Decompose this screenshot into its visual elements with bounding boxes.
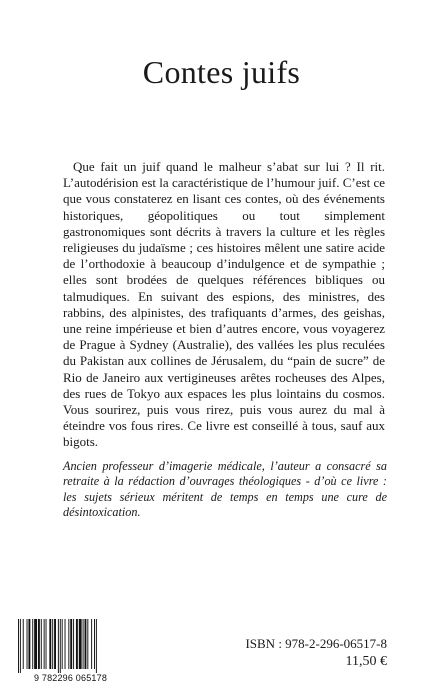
author-bio: Ancien professeur d’imagerie médicale, l’auteur a consacré sa retraite à la rédaction d’ouvrages théologiques - d’où ce livre : les sujets sérieux méritent de temps en temps une cure de désintoxication. — [63, 459, 387, 520]
isbn-label: ISBN : 978-2-296-06517-8 — [245, 636, 387, 651]
barcode-bars-icon — [15, 617, 126, 673]
barcode-digits: 9 782296 065178 — [33, 673, 108, 683]
book-title: Contes juifs — [142, 54, 301, 90]
barcode — [15, 617, 126, 687]
price-label: 11,50 € — [345, 654, 387, 669]
book-blurb: Que fait un juif quand le malheur s’abat sur lui ? Il rit. L’autodérision est la caractéristique de l’humour juif. C’est ce que vous constaterez en lisant ces contes, où des événements historiques, géopolitiques ou tout simplement gastronomiques sont décrits à travers la culture et les règles religieuses du judaïsme ; ces histoires mêlent une satire acide de l’orthodoxie à beaucoup d’indulgence et de sympathie ; elles sont brodées de quelques références bibliques ou talmudiques. En suivant des espions, des ministres, des rabbins, des alpinistes, des trafiquants d’armes, des geishas, une reine impérieuse et bien d’autres encore, vous voyagerez de Prague à Sydney (Australie), des vallées les plus reculées du Pakistan aux collines de Jérusalem, du “pain de sucre” de Rio de Janeiro aux vertigineuses arêtes rocheuses des Alpes, des rues de Tokyo aux espaces les plus lointains du cosmos. Vous sourirez, puis vous rirez, puis vous aurez du mal à éteindre vos fous rires. Ce livre est conseillé à tous, sauf aux bigots. — [63, 159, 385, 450]
